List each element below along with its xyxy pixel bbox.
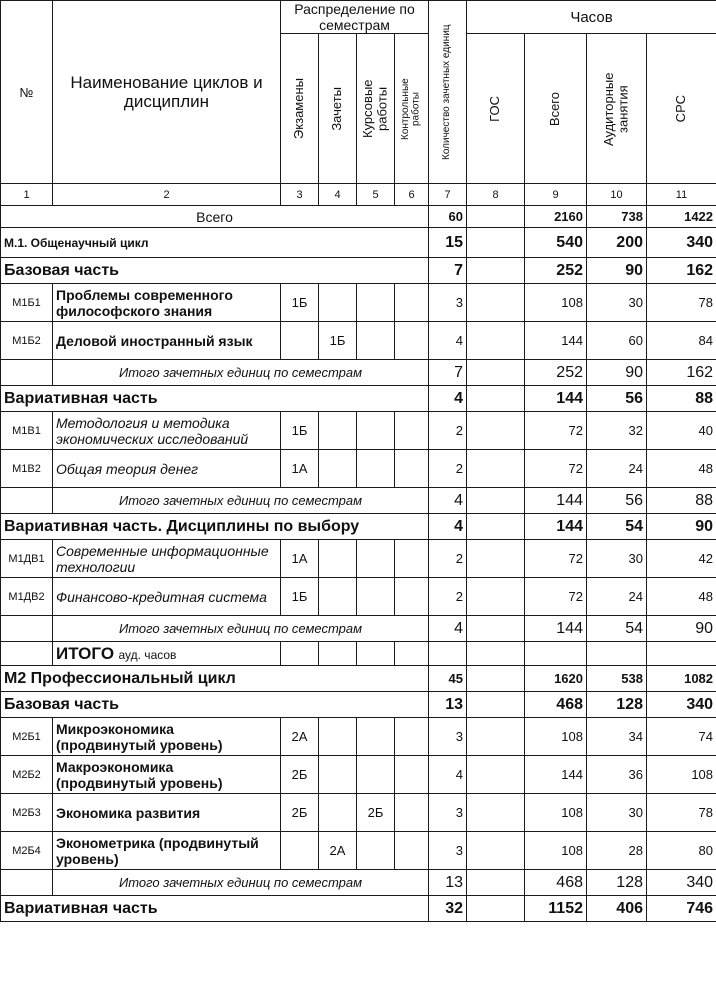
coursework-semester xyxy=(357,832,395,870)
exam-semester: 2Б xyxy=(281,794,319,832)
total-value: 2160 xyxy=(525,206,587,228)
exam-semester: 1Б xyxy=(281,578,319,616)
column-number: 11 xyxy=(647,184,716,206)
section-title: М.1. Общенаучный цикл xyxy=(1,228,429,258)
discipline-name: Микроэкономика (продвинутый уровень) xyxy=(53,718,281,756)
units-value: 3 xyxy=(429,718,467,756)
gos-value xyxy=(467,450,525,488)
empty-cell xyxy=(319,642,357,666)
total-value: 1620 xyxy=(525,666,587,692)
discipline-name: Экономика развития xyxy=(53,794,281,832)
gos-value xyxy=(467,692,525,718)
control-semester xyxy=(395,540,429,578)
gos-value xyxy=(467,360,525,386)
gos-value xyxy=(467,870,525,896)
units-value: 4 xyxy=(429,616,467,642)
header-exams: Экзамены xyxy=(291,78,307,140)
table-row-disc xyxy=(1,718,716,756)
auditory-value: 406 xyxy=(587,896,647,922)
gos-value xyxy=(467,514,525,540)
table-row-cycle xyxy=(1,228,716,258)
coursework-semester xyxy=(357,450,395,488)
control-semester xyxy=(395,284,429,322)
units-value: 15 xyxy=(429,228,467,258)
column-number: 10 xyxy=(587,184,647,206)
section-title: М2 Профессиональный цикл xyxy=(1,666,429,692)
table-row-total xyxy=(1,206,716,228)
srs-value: 162 xyxy=(647,360,716,386)
discipline-name: Деловой иностранный язык xyxy=(53,322,281,360)
discipline-name: Проблемы современного философского знания xyxy=(53,284,281,322)
total-value: 144 xyxy=(525,488,587,514)
srs-value: 88 xyxy=(647,386,716,412)
column-number: 6 xyxy=(395,184,429,206)
credit-semester xyxy=(319,756,357,794)
auditory-value: 36 xyxy=(587,756,647,794)
itogo-label: Итого зачетных единиц по семестрам xyxy=(53,616,429,642)
table-row-disc xyxy=(1,284,716,322)
auditory-value: 34 xyxy=(587,718,647,756)
units-value: 3 xyxy=(429,832,467,870)
srs-value: 340 xyxy=(647,870,716,896)
empty-cell xyxy=(357,642,395,666)
exam-semester: 2А xyxy=(281,718,319,756)
exam-semester: 2Б xyxy=(281,756,319,794)
auditory-value: 54 xyxy=(587,514,647,540)
srs-value: 48 xyxy=(647,450,716,488)
total-value: 72 xyxy=(525,540,587,578)
units-value: 2 xyxy=(429,450,467,488)
srs-value: 42 xyxy=(647,540,716,578)
credit-semester: 1Б xyxy=(319,322,357,360)
units-value: 4 xyxy=(429,488,467,514)
total-value: 252 xyxy=(525,360,587,386)
section-title: Вариативная часть xyxy=(1,896,429,922)
gos-value xyxy=(467,206,525,228)
gos-value xyxy=(467,386,525,412)
column-number: 8 xyxy=(467,184,525,206)
units-value: 7 xyxy=(429,258,467,284)
auditory-value: 30 xyxy=(587,540,647,578)
control-semester xyxy=(395,832,429,870)
units-value: 4 xyxy=(429,386,467,412)
coursework-semester xyxy=(357,540,395,578)
exam-semester xyxy=(281,322,319,360)
empty-cell xyxy=(525,642,587,666)
gos-value xyxy=(467,488,525,514)
column-number: 1 xyxy=(1,184,53,206)
itogo-label: ИТОГО xyxy=(56,643,115,663)
auditory-value: 738 xyxy=(587,206,647,228)
total-value: 108 xyxy=(525,794,587,832)
auditory-value: 90 xyxy=(587,360,647,386)
gos-value xyxy=(467,284,525,322)
units-value: 3 xyxy=(429,794,467,832)
discipline-name: Эконометрика (продвинутый уровень) xyxy=(53,832,281,870)
table-row-itogo xyxy=(1,870,716,896)
units-value: 60 xyxy=(429,206,467,228)
srs-value: 162 xyxy=(647,258,716,284)
auditory-value: 56 xyxy=(587,488,647,514)
exam-semester: 1А xyxy=(281,450,319,488)
table-row-disc xyxy=(1,540,716,578)
itogo-label: Итого зачетных единиц по семестрам xyxy=(53,488,429,514)
credit-semester xyxy=(319,718,357,756)
auditory-value: 24 xyxy=(587,578,647,616)
column-numbers-row xyxy=(1,184,716,206)
table-row-itogo xyxy=(1,360,716,386)
empty-code xyxy=(1,360,53,386)
coursework-semester xyxy=(357,578,395,616)
header-num: № xyxy=(1,1,53,184)
empty-cell xyxy=(647,642,716,666)
auditory-value: 24 xyxy=(587,450,647,488)
discipline-code: М1Б1 xyxy=(1,284,53,322)
aud-hours-label: ауд. часов xyxy=(118,647,177,662)
table-row-part xyxy=(1,258,716,284)
table-row-disc xyxy=(1,756,716,794)
discipline-name: Современные информационные технологии xyxy=(53,540,281,578)
coursework-semester xyxy=(357,284,395,322)
discipline-code: М2Б1 xyxy=(1,718,53,756)
discipline-code: М1В1 xyxy=(1,412,53,450)
table-row-part xyxy=(1,692,716,718)
itogo-label: Итого зачетных единиц по семестрам xyxy=(53,870,429,896)
table-row-part xyxy=(1,896,716,922)
gos-value xyxy=(467,412,525,450)
empty-code xyxy=(1,616,53,642)
discipline-code: М1ДВ2 xyxy=(1,578,53,616)
gos-value xyxy=(467,616,525,642)
gos-value xyxy=(467,718,525,756)
column-number: 3 xyxy=(281,184,319,206)
credit-semester: 2А xyxy=(319,832,357,870)
gos-value xyxy=(467,322,525,360)
exam-semester: 1Б xyxy=(281,284,319,322)
srs-value: 340 xyxy=(647,228,716,258)
srs-value: 340 xyxy=(647,692,716,718)
table-row-itogo xyxy=(1,616,716,642)
credit-semester xyxy=(319,540,357,578)
column-number: 9 xyxy=(525,184,587,206)
total-value: 108 xyxy=(525,718,587,756)
table-row-part xyxy=(1,386,716,412)
control-semester xyxy=(395,756,429,794)
credit-semester xyxy=(319,412,357,450)
header-distribution: Распределение по семестрам xyxy=(281,1,429,34)
srs-value: 108 xyxy=(647,756,716,794)
gos-value xyxy=(467,756,525,794)
units-value: 2 xyxy=(429,540,467,578)
header-coursework: Курсовые работы xyxy=(360,79,390,138)
auditory-value: 200 xyxy=(587,228,647,258)
srs-value: 90 xyxy=(647,616,716,642)
control-semester xyxy=(395,718,429,756)
units-value: 7 xyxy=(429,360,467,386)
itogo-label: Итого зачетных единиц по семестрам xyxy=(53,360,429,386)
auditory-value: 128 xyxy=(587,870,647,896)
discipline-code: М1ДВ1 xyxy=(1,540,53,578)
total-value: 540 xyxy=(525,228,587,258)
table-row-aud xyxy=(1,642,716,666)
gos-value xyxy=(467,896,525,922)
auditory-value: 90 xyxy=(587,258,647,284)
control-semester xyxy=(395,450,429,488)
auditory-value: 32 xyxy=(587,412,647,450)
empty-cell xyxy=(467,642,525,666)
column-number: 7 xyxy=(429,184,467,206)
gos-value xyxy=(467,666,525,692)
header-hours: Часов xyxy=(467,1,716,34)
empty-cell xyxy=(395,642,429,666)
srs-value: 78 xyxy=(647,284,716,322)
gos-value xyxy=(467,228,525,258)
discipline-name: Финансово-кредитная система xyxy=(53,578,281,616)
credit-semester xyxy=(319,578,357,616)
table-row-disc xyxy=(1,832,716,870)
header-auditory: Аудиторные занятия xyxy=(601,71,631,146)
units-value: 45 xyxy=(429,666,467,692)
header-srs: СРС xyxy=(673,95,689,123)
coursework-semester xyxy=(357,322,395,360)
empty-cell xyxy=(281,642,319,666)
units-value: 4 xyxy=(429,514,467,540)
control-semester xyxy=(395,794,429,832)
auditory-value: 30 xyxy=(587,794,647,832)
header-units: Количество зачетных единиц xyxy=(441,24,453,160)
table-row-part xyxy=(1,514,716,540)
srs-value: 78 xyxy=(647,794,716,832)
srs-value: 90 xyxy=(647,514,716,540)
units-value: 2 xyxy=(429,412,467,450)
total-value: 144 xyxy=(525,322,587,360)
section-title: Всего xyxy=(1,206,429,228)
total-value: 144 xyxy=(525,386,587,412)
srs-value: 80 xyxy=(647,832,716,870)
discipline-code: М2Б4 xyxy=(1,832,53,870)
empty-code xyxy=(1,870,53,896)
discipline-code: М2Б2 xyxy=(1,756,53,794)
empty-cell xyxy=(587,642,647,666)
section-title: Вариативная часть. Дисциплины по выбору xyxy=(1,514,429,540)
auditory-value: 56 xyxy=(587,386,647,412)
column-number: 4 xyxy=(319,184,357,206)
total-value: 1152 xyxy=(525,896,587,922)
total-value: 144 xyxy=(525,756,587,794)
section-title: Базовая часть xyxy=(1,258,429,284)
exam-semester: 1Б xyxy=(281,412,319,450)
units-value: 4 xyxy=(429,322,467,360)
total-value: 144 xyxy=(525,616,587,642)
srs-value: 1082 xyxy=(647,666,716,692)
auditory-value: 128 xyxy=(587,692,647,718)
empty-code xyxy=(1,642,53,666)
table-row-disc xyxy=(1,412,716,450)
srs-value: 74 xyxy=(647,718,716,756)
coursework-semester xyxy=(357,718,395,756)
discipline-name: Методология и методика экономических исследований xyxy=(53,412,281,450)
header-gos: ГОС xyxy=(487,95,503,122)
discipline-name: Макроэкономика (продвинутый уровень) xyxy=(53,756,281,794)
table-row-cycle2 xyxy=(1,666,716,692)
discipline-name: Общая теория денег xyxy=(53,450,281,488)
srs-value: 84 xyxy=(647,322,716,360)
gos-value xyxy=(467,578,525,616)
exam-semester: 1А xyxy=(281,540,319,578)
srs-value: 40 xyxy=(647,412,716,450)
section-title: Вариативная часть xyxy=(1,386,429,412)
credit-semester xyxy=(319,794,357,832)
exam-semester xyxy=(281,832,319,870)
empty-cell xyxy=(429,642,467,666)
discipline-code: М1Б2 xyxy=(1,322,53,360)
gos-value xyxy=(467,794,525,832)
empty-code xyxy=(1,488,53,514)
gos-value xyxy=(467,832,525,870)
total-value: 252 xyxy=(525,258,587,284)
total-value: 468 xyxy=(525,870,587,896)
table-row-itogo xyxy=(1,488,716,514)
control-semester xyxy=(395,412,429,450)
auditory-value: 538 xyxy=(587,666,647,692)
srs-value: 746 xyxy=(647,896,716,922)
credit-semester xyxy=(319,284,357,322)
gos-value xyxy=(467,540,525,578)
auditory-value: 54 xyxy=(587,616,647,642)
auditory-value: 28 xyxy=(587,832,647,870)
units-value: 4 xyxy=(429,756,467,794)
total-value: 144 xyxy=(525,514,587,540)
auditory-value: 60 xyxy=(587,322,647,360)
coursework-semester xyxy=(357,756,395,794)
discipline-code: М1В2 xyxy=(1,450,53,488)
units-value: 2 xyxy=(429,578,467,616)
gos-value xyxy=(467,258,525,284)
total-value: 72 xyxy=(525,578,587,616)
table-row-disc xyxy=(1,322,716,360)
section-title: Базовая часть xyxy=(1,692,429,718)
srs-value: 88 xyxy=(647,488,716,514)
srs-value: 1422 xyxy=(647,206,716,228)
itogo-aud-label xyxy=(53,642,281,666)
table-row-disc xyxy=(1,794,716,832)
srs-value: 48 xyxy=(647,578,716,616)
column-number: 5 xyxy=(357,184,395,206)
control-semester xyxy=(395,322,429,360)
coursework-semester: 2Б xyxy=(357,794,395,832)
units-value: 13 xyxy=(429,870,467,896)
total-value: 72 xyxy=(525,412,587,450)
header-credits: Зачеты xyxy=(329,86,345,131)
header-name: Наименование циклов и дисциплин xyxy=(53,1,281,184)
control-semester xyxy=(395,578,429,616)
units-value: 32 xyxy=(429,896,467,922)
column-number: 2 xyxy=(53,184,281,206)
credit-semester xyxy=(319,450,357,488)
discipline-code: М2Б3 xyxy=(1,794,53,832)
total-value: 108 xyxy=(525,832,587,870)
total-value: 108 xyxy=(525,284,587,322)
total-value: 72 xyxy=(525,450,587,488)
total-value: 468 xyxy=(525,692,587,718)
units-value: 13 xyxy=(429,692,467,718)
table-row-disc xyxy=(1,450,716,488)
units-value: 3 xyxy=(429,284,467,322)
table-row-disc xyxy=(1,578,716,616)
auditory-value: 30 xyxy=(587,284,647,322)
coursework-semester xyxy=(357,412,395,450)
header-control: Контрольные работы xyxy=(400,77,422,140)
header-total: Всего xyxy=(547,91,563,126)
